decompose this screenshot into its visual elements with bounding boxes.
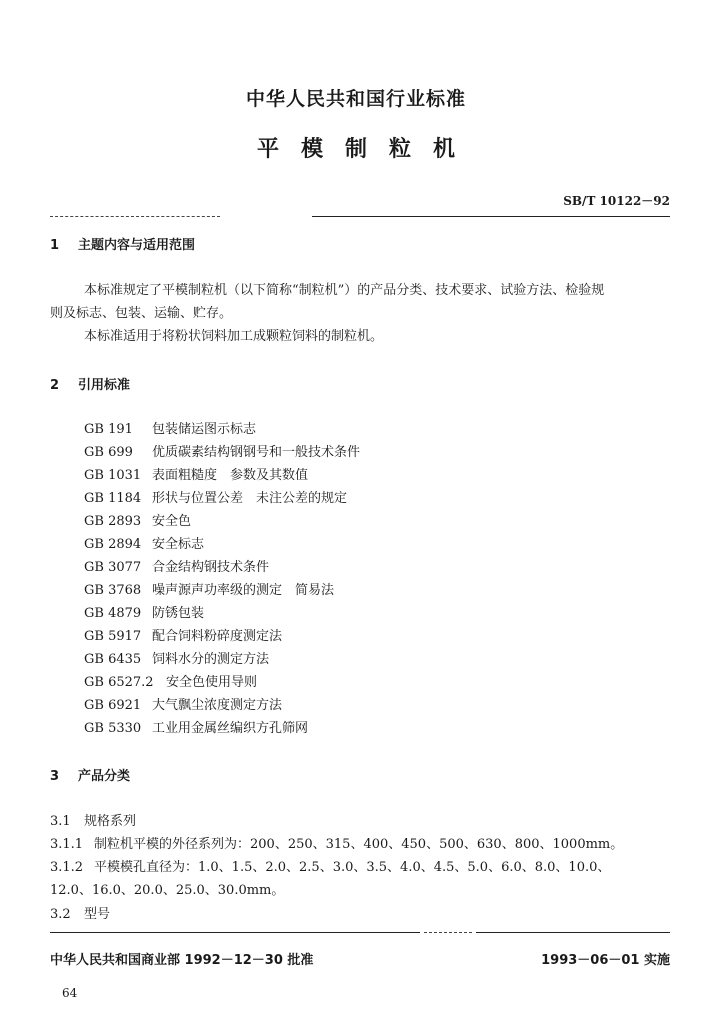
- reference-item: [84, 671, 257, 690]
- standard-title: 平模制粒机: [256, 137, 477, 162]
- section-number: 3: [50, 769, 60, 784]
- section-1-paragraph-2: 本标准适用于将粉状饲料加工成颗粒饲料的制粒机。: [84, 329, 384, 344]
- clause-3-1-1: [50, 833, 623, 852]
- reference-name: 包装储运图示标志: [152, 422, 257, 437]
- reference-code: GB 191: [84, 422, 133, 437]
- reference-name: 工业用金属丝编织方孔筛网: [152, 721, 309, 736]
- reference-item: [84, 533, 204, 552]
- footer-divider-left: [50, 932, 420, 933]
- reference-name: 安全色: [152, 514, 192, 529]
- header-divider-right: [312, 216, 670, 217]
- clause-3-1-2-continued: 12.0、16.0、20.0、25.0、30.0mm。: [50, 883, 285, 898]
- subsection-3-1: [50, 810, 136, 829]
- reference-item: [84, 694, 282, 713]
- reference-code: GB 5917: [84, 629, 142, 644]
- subsection-title: 型号: [84, 907, 111, 922]
- section-1-paragraph-1-line-1: 本标准规定了平模制粒机（以下简称“制粒机”）的产品分类、技术要求、试验方法、检验规: [84, 283, 605, 298]
- section-1-heading: [50, 234, 195, 253]
- section-title: 主题内容与适用范围: [78, 238, 196, 253]
- reference-code: GB 1184: [84, 491, 142, 506]
- reference-code: GB 4879: [84, 606, 142, 621]
- reference-item: [84, 418, 256, 437]
- reference-name: 表面粗糙度 参数及其数值: [152, 468, 309, 483]
- reference-item: [84, 556, 269, 575]
- reference-name: 噪声源声功率级的测定 简易法: [152, 583, 335, 598]
- header-divider-left: [50, 216, 220, 217]
- reference-item: [84, 487, 347, 506]
- approval-line: 中华人民共和国商业部 1992－12－30 批准: [50, 953, 314, 968]
- section-1-paragraph-1-line-2: 则及标志、包装、运输、贮存。: [50, 306, 233, 321]
- clause-text: 制粒机平模的外径系列为：200、250、315、400、450、500、630、800、1000mm。: [94, 837, 624, 852]
- page-number: 64: [62, 986, 78, 1000]
- issuing-organization: 中华人民共和国行业标准: [245, 88, 466, 110]
- reference-item: [84, 510, 191, 529]
- reference-code: GB 6921: [84, 698, 142, 713]
- clause-3-1-2: [50, 856, 610, 875]
- reference-name: 安全标志: [152, 537, 205, 552]
- subsection-3-2: [50, 903, 110, 922]
- clause-number: 3.1.2: [50, 860, 84, 875]
- footer-divider-right: [476, 932, 670, 933]
- reference-code: GB 699: [84, 445, 133, 460]
- implementation-date: 1993－06－01 实施: [541, 953, 670, 968]
- footer-divider-mid: [424, 932, 472, 933]
- section-title: 产品分类: [78, 769, 131, 784]
- subsection-number: 3.2: [50, 907, 71, 922]
- reference-item: [84, 602, 204, 621]
- standard-number: SB/T 10122－92: [563, 194, 670, 208]
- reference-item: [84, 441, 360, 460]
- reference-name: 安全色使用导则: [166, 675, 258, 690]
- reference-name: 配合饲料粉碎度测定法: [152, 629, 283, 644]
- section-2-heading: [50, 374, 130, 393]
- reference-code: GB 5330: [84, 721, 142, 736]
- reference-name: 合金结构钢技术条件: [152, 560, 270, 575]
- subsection-number: 3.1: [50, 814, 71, 829]
- reference-name: 饲料水分的测定方法: [152, 652, 270, 667]
- reference-item: [84, 625, 282, 644]
- reference-code: GB 6527.2: [84, 675, 154, 690]
- reference-code: GB 3077: [84, 560, 142, 575]
- reference-name: 形状与位置公差 未注公差的规定: [152, 491, 348, 506]
- subsection-title: 规格系列: [84, 814, 137, 829]
- section-title: 引用标准: [78, 378, 131, 393]
- clause-number: 3.1.1: [50, 837, 84, 852]
- reference-name: 优质碳素结构钢钢号和一般技术条件: [152, 445, 361, 460]
- section-number: 2: [50, 378, 60, 393]
- reference-code: GB 2893: [84, 514, 142, 529]
- reference-name: 防锈包装: [152, 606, 205, 621]
- reference-name: 大气飘尘浓度测定方法: [152, 698, 283, 713]
- reference-code: GB 1031: [84, 468, 142, 483]
- reference-code: GB 6435: [84, 652, 142, 667]
- reference-item: [84, 648, 269, 667]
- reference-code: GB 3768: [84, 583, 142, 598]
- reference-item: [84, 579, 334, 598]
- reference-item: [84, 717, 308, 736]
- reference-code: GB 2894: [84, 537, 142, 552]
- clause-text: 平模模孔直径为：1.0、1.5、2.0、2.5、3.0、3.5、4.0、4.5、5.0、6.0、8.0、10.0、: [94, 860, 611, 875]
- section-3-heading: [50, 765, 130, 784]
- reference-item: [84, 464, 308, 483]
- section-number: 1: [50, 238, 60, 253]
